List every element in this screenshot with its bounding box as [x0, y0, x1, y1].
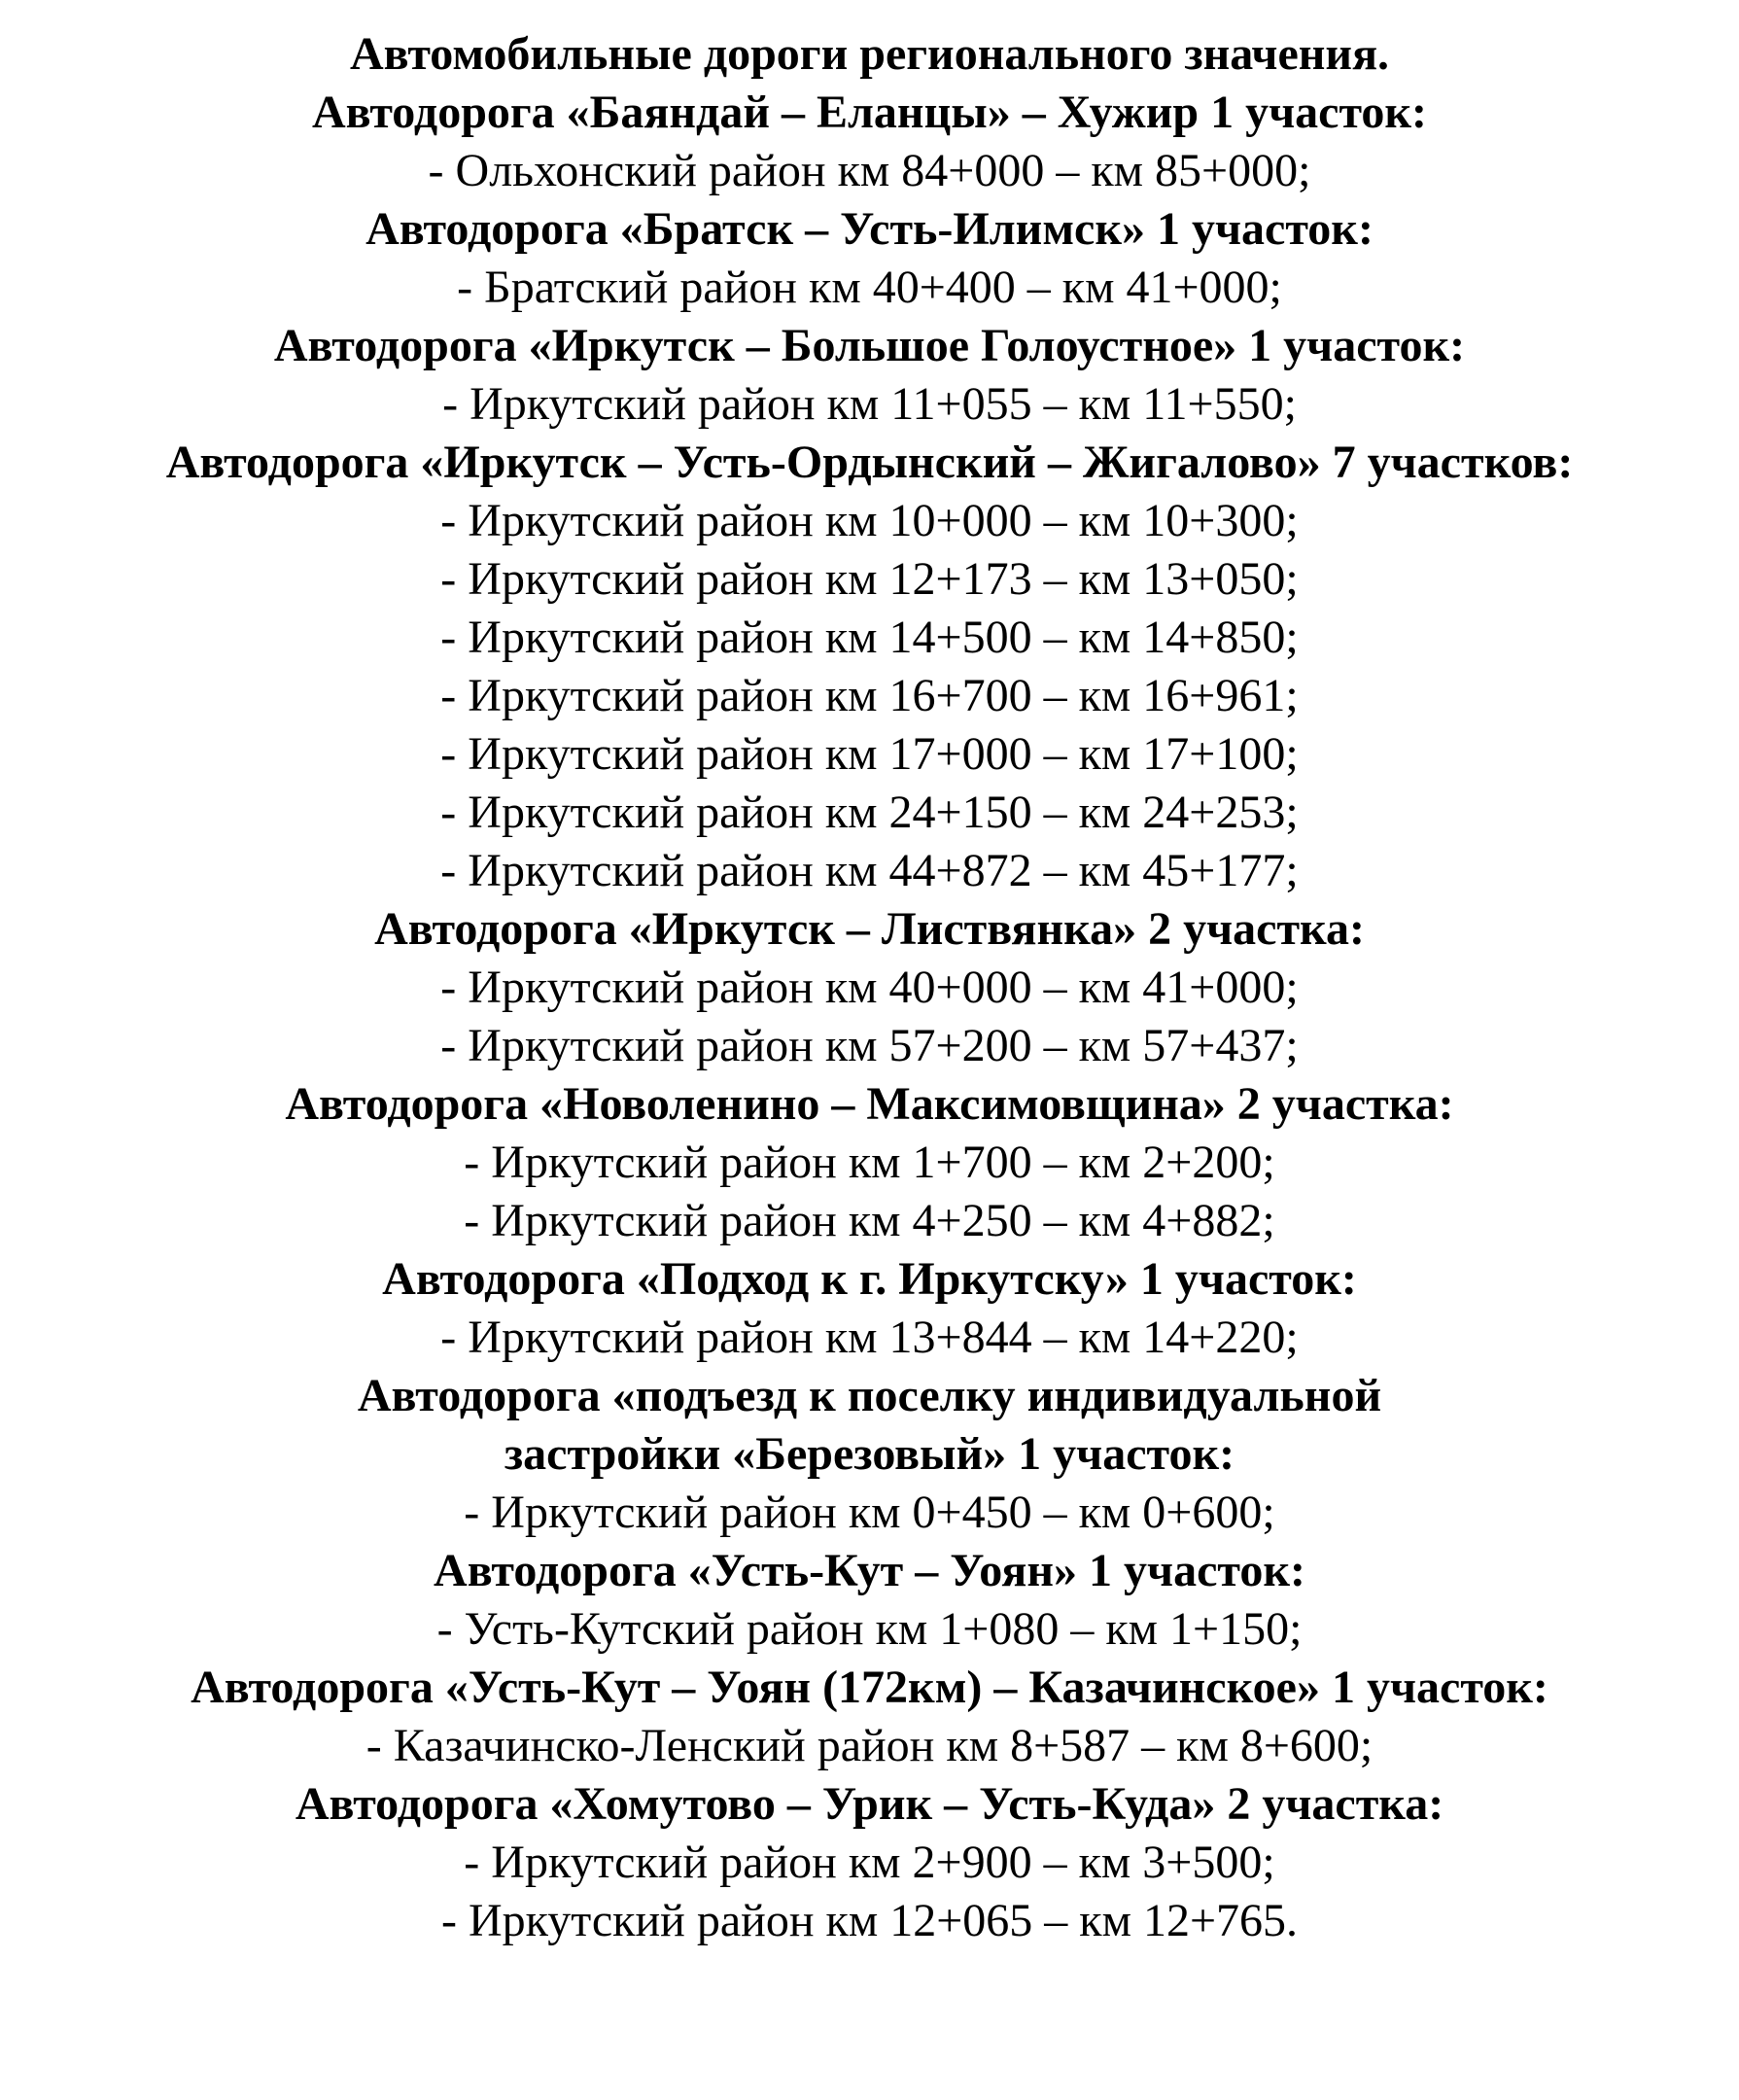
road-heading: Автодорога «Иркутск – Большое Голоустное» 1 участок:: [273, 320, 1466, 371]
road-heading: Автодорога «Хомутово – Урик – Усть-Куда» 2 участка:: [295, 1778, 1444, 1830]
road-block: [0, 1075, 1739, 1250]
road-segment: - Ольхонский район км 84+000 – км 85+000;: [428, 145, 1311, 196]
road-segment: - Иркутский район км 13+844 – км 14+220;: [440, 1312, 1299, 1363]
document-title: Автомобильные дороги регионального значения.: [349, 28, 1390, 80]
road-segment: - Иркутский район км 2+900 – км 3+500;: [464, 1837, 1275, 1888]
road-heading: Автодорога «подъезд к поселку индивидуальной: [357, 1370, 1382, 1421]
road-heading: Автодорога «Иркутск – Листвянка» 2 участка:: [374, 903, 1365, 955]
road-segment: - Усть-Кутский район км 1+080 – км 1+150;: [436, 1603, 1303, 1655]
road-block: [0, 434, 1739, 900]
road-segment: - Иркутский район км 12+065 – км 12+765.: [440, 1895, 1299, 1946]
road-segment: - Иркутский район км 24+150 – км 24+253;: [440, 787, 1299, 838]
road-block: [0, 1250, 1739, 1367]
road-heading: Автодорога «Братск – Усть-Илимск» 1 участок:: [365, 203, 1374, 255]
road-segment: - Иркутский район км 10+000 – км 10+300;: [440, 495, 1299, 546]
road-segment: - Иркутский район км 4+250 – км 4+882;: [464, 1195, 1275, 1246]
road-heading: Автодорога «Баяндай – Еланцы» – Хужир 1 участок:: [311, 87, 1428, 138]
road-segment: - Иркутский район км 11+055 – км 11+550;: [442, 378, 1297, 430]
road-heading: Автодорога «Подход к г. Иркутску» 1 участок:: [382, 1253, 1357, 1305]
road-segment: - Братский район км 40+400 – км 41+000;: [457, 262, 1282, 313]
road-block: [0, 1367, 1739, 1542]
road-heading: Автодорога «Усть-Кут – Уоян» 1 участок:: [434, 1545, 1305, 1596]
road-segment: - Иркутский район км 40+000 – км 41+000;: [440, 962, 1299, 1013]
road-block: [0, 1542, 1739, 1659]
road-block: [0, 1775, 1739, 1950]
road-block: [0, 84, 1739, 200]
road-heading: Автодорога «Усть-Кут – Уоян (172км) – Казачинское» 1 участок:: [191, 1662, 1548, 1713]
road-heading: Автодорога «Новоленино – Максимовщина» 2 участка:: [285, 1078, 1454, 1130]
road-block: [0, 900, 1739, 1075]
road-block: [0, 317, 1739, 434]
road-segment: - Иркутский район км 17+000 – км 17+100;: [440, 728, 1299, 780]
road-heading: Автодорога «Иркутск – Усть-Ордынский – Жигалово» 7 участков:: [165, 437, 1574, 488]
road-segment: - Иркутский район км 57+200 – км 57+437;: [440, 1020, 1299, 1071]
road-segment: - Иркутский район км 16+700 – км 16+961;: [440, 670, 1299, 721]
road-segment: - Казачинско-Ленский район км 8+587 – км 8+600;: [365, 1720, 1374, 1771]
road-block: [0, 1659, 1739, 1775]
road-segment: - Иркутский район км 14+500 – км 14+850;: [440, 612, 1299, 663]
road-heading: застройки «Березовый» 1 участок:: [504, 1428, 1235, 1480]
road-segment: - Иркутский район км 0+450 – км 0+600;: [464, 1487, 1275, 1538]
road-list: [0, 84, 1739, 1950]
road-segment: - Иркутский район км 12+173 – км 13+050;: [440, 553, 1299, 605]
road-segment: - Иркутский район км 44+872 – км 45+177;: [440, 845, 1299, 896]
road-segment: - Иркутский район км 1+700 – км 2+200;: [464, 1137, 1275, 1188]
road-block: [0, 200, 1739, 317]
